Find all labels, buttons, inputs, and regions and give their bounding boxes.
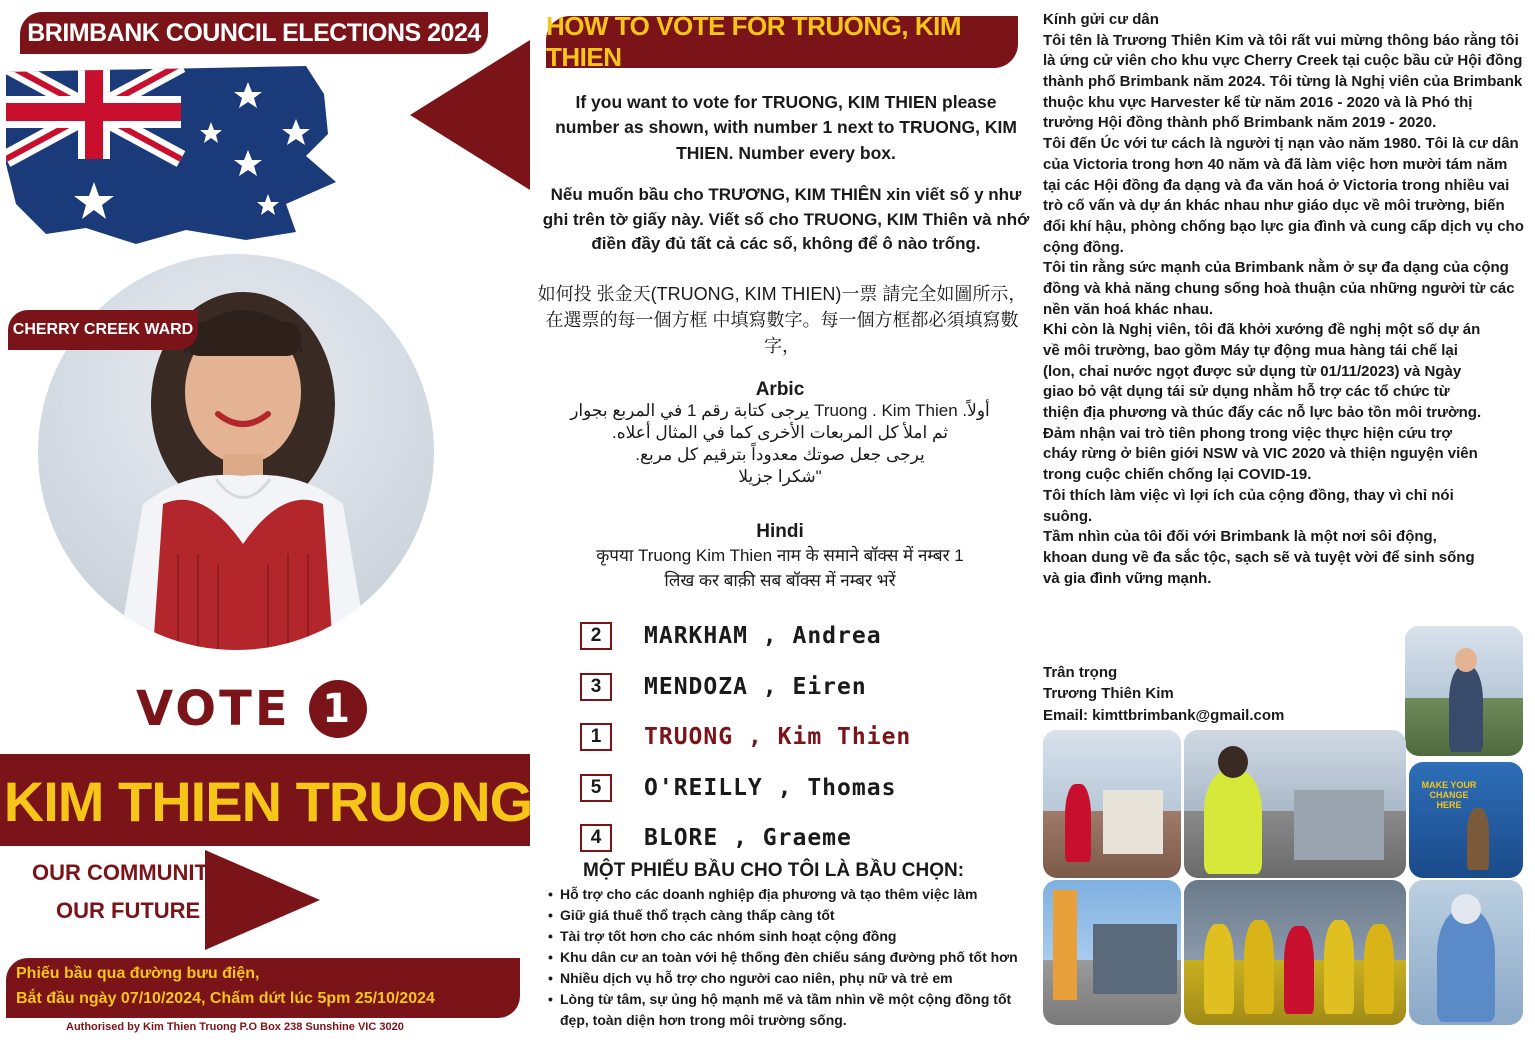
photo-memorial (1043, 730, 1181, 878)
ballot-surname: O'REILLY (644, 775, 763, 801)
policy-item: • Tài trợ tốt hơn cho các nhóm sinh hoạt cộng đồng (548, 926, 1038, 947)
ballot-box: 4 (580, 824, 612, 852)
chinese-instructions: 如何投 张金天(TRUONG, KIM THIEN)一票 請完全如圖所示，在選票的每一個方框 中填寫數字。每一個方框都必須填寫數字， (537, 284, 1027, 357)
ballot-row (580, 622, 1020, 650)
ballot-given-name: Andrea (792, 623, 882, 649)
photo-community-building (1043, 880, 1181, 1025)
ballot-candidate: MARKHAM , Andrea (644, 623, 882, 649)
ballot-box: 5 (580, 774, 612, 802)
letter-paragraph: Khi còn là Nghị viên, tôi đã khởi xướng đề nghị một số dự án về môi trường, bao gồm Máy tự động mua hàng tái chế lại (lon, chai nước ngọt được sử dụng từ 01/11/2023) và Ngày giao bỏ vật dụng tái sử dụng nhằm hỗ trợ các tổ chức từ thiện địa phương và thúc đẩy các nỗ lực bảo tồn môi trường. (1043, 321, 1482, 422)
arabic-line-3: يرجى جعل صوتك معدوداً بترقيم كل مربع. (635, 445, 925, 465)
hindi-line-2: लिख कर बाक़ी सब बॉक्स में नम्बर भरें (664, 570, 896, 590)
ballot-candidate: O'REILLY , Thomas (644, 775, 897, 801)
letter-signature: Trương Thiên Kim (1043, 685, 1174, 703)
ballot-candidate: TRUONG , Kim Thien (644, 724, 912, 750)
arabic-line-2: ثم املأ كل المربعات الأخرى كما في المثال أعلاه. (611, 423, 949, 443)
letter-paragraph: Tôi tin rằng sức mạnh của Brimbank nằm ở sự đa dạng của cộng đồng và khả năng chung sống hoà thuận của những người từ các nền văn hoá khác nhau. (1043, 259, 1515, 318)
hindi-instructions (530, 544, 1030, 593)
policy-item: • Giữ giá thuế thổ trạch càng thấp càng tốt (548, 905, 1038, 926)
ballot-given-name: Kim Thien (777, 724, 912, 750)
policy-item: • Nhiều dịch vụ hỗ trợ cho người cao niên, phụ nữ và trẻ em (548, 968, 1038, 989)
hindi-line-1: कृपया Truong Kim Thien नाम के समाने बॉक्स में नम्बर 1 (596, 546, 964, 565)
photo-fire-brigade-group (1184, 880, 1406, 1025)
ballot-row (580, 673, 1020, 701)
vote-for-me-heading: MỘT PHIẾU BẦU CHO TÔI LÀ BẦU CHỌN: (583, 860, 965, 881)
vote-one-label (136, 680, 367, 738)
letter-closing: Trân trọng (1043, 664, 1118, 681)
policy-item: • Hỗ trợ cho các doanh nghiệp địa phương và tạo thêm việc làm (548, 884, 1038, 905)
arabic-line-1: أولاً. Truong . Kim Thien يرجى كتابة رقم 1 في المربع بجوار (570, 401, 990, 420)
election-banner: BRIMBANK COUNCIL ELECTIONS 2024 (20, 12, 488, 54)
photo-sign-text: MAKE YOUR CHANGE HERE (1421, 780, 1477, 810)
photo-covid-volunteer (1409, 880, 1523, 1025)
vietnamese-instructions: Nếu muốn bầu cho TRƯƠNG, KIM THIÊN xin viết số y như ghi trên tờ giấy này. Viết số cho TRUONG, KIM Thiên và nhớ điền đầy đủ tất cả các số, không để ô nào trống. (542, 185, 1030, 254)
vote-text: VOTE (136, 681, 291, 737)
ballot-row-highlighted (580, 723, 1020, 751)
candidate-name: KIM THIEN TRUONG (3, 769, 533, 833)
photo-recycling (1184, 730, 1406, 878)
letter-signature-block (1043, 662, 1284, 726)
australian-flag (6, 64, 336, 244)
policy-list (548, 884, 1038, 1031)
postal-vote-info (6, 958, 520, 1018)
ballot-candidate: BLORE , Graeme (644, 825, 852, 851)
slogan-line-1: OUR COMMUNITY (32, 860, 223, 885)
ballot-surname: MARKHAM (644, 623, 748, 649)
slogan-line-2: OUR FUTURE (56, 898, 201, 923)
ballot-candidate: MENDOZA , Eiren (644, 674, 867, 700)
english-instructions: If you want to vote for TRUONG, KIM THIEN please number as shown, with number 1 next to TRUONG, KIM THIEN. Number every box. (555, 92, 1017, 163)
vote-number-circle: 1 (309, 680, 367, 738)
candidate-letter (1043, 10, 1525, 589)
ballot-surname: TRUONG (644, 724, 734, 750)
ballot-given-name: Eiren (792, 674, 867, 700)
ballot-surname: MENDOZA (644, 674, 748, 700)
photo-scout-uniform (1405, 626, 1523, 756)
ballot-row (580, 774, 1020, 802)
letter-paragraph: Đảm nhận vai trò tiên phong trong việc thực hiện cứu trợ cháy rừng ở biên giới NSW và VIC 2020 và thiện nguyện viên trong cuộc chiến chống lại COVID-19. (1043, 424, 1478, 484)
ballot-surname: BLORE (644, 825, 719, 851)
letter-paragraph: Tôi đến Úc với tư cách là người tị nạn vào năm 1980. Tôi là cư dân của Victoria trong hơn 40 năm và đã làm việc hơn mười tám năm tại các Hội đồng đa dạng và đa văn hoá ở Victoria trong nhiều vai trò cố vấn và dự án khác nhau như giáo dục về môi trường, biến đổi khí hậu, phòng chống bạo lực gia đình và cung cấp dịch vụ cho cộng đồng. (1043, 135, 1524, 256)
letter-paragraph: Tầm nhìn của tôi đối với Brimbank là một nơi sôi động, khoan dung về đa sắc tộc, sạch sẽ và tuyệt vời để sinh sống và gia đình vững mạnh. (1043, 528, 1475, 587)
ward-badge: CHERRY CREEK WARD (8, 310, 198, 350)
policy-item: • Lòng từ tâm, sự ủng hộ mạnh mẽ và tầm nhìn về một cộng đồng tốt đẹp, toàn diện hơn trong môi trường sống. (548, 989, 1038, 1031)
policy-item: • Khu dân cư an toàn với hệ thống đèn chiếu sáng đường phố tốt hơn (548, 947, 1038, 968)
contact-email: Email: kimttbrimbank@gmail.com (1043, 706, 1285, 724)
arabic-instructions (520, 400, 1040, 488)
postal-line-2: Bắt đầu ngày 07/10/2024, Chấm dứt lúc 5pm 25/10/2024 (16, 989, 435, 1007)
arabic-line-4: "شكرا جزيلا (738, 467, 822, 487)
authorisation-statement: Authorised by Kim Thien Truong P.O Box 238 Sunshine VIC 3020 (66, 1021, 404, 1033)
hindi-heading: Hindi (756, 521, 804, 542)
photo-reverse-vending (1409, 762, 1523, 878)
ballot-box: 2 (580, 622, 612, 650)
ballot-given-name: Graeme (762, 825, 852, 851)
postal-line-1: Phiếu bầu qua đường bưu điện, (16, 965, 260, 982)
ballot-box: 3 (580, 673, 612, 701)
ballot-box: 1 (580, 723, 612, 751)
letter-paragraph: Tôi tên là Trương Thiên Kim và tôi rất vui mừng thông báo rằng tôi là ứng cử viên cho khu vực Cherry Creek tại cuộc bầu cử Hội đồng thành phố Brimbank năm 2024. Tôi từng là Nghị viên của Brimbank thuộc khu vực Harvester kể từ năm 2016 - 2020 và là Phó thị trưởng Hội đồng thành phố Brimbank năm 2019 - 2020. (1043, 31, 1523, 132)
how-to-vote-banner: HOW TO VOTE FOR TRUONG, KIM THIEN (546, 16, 1018, 68)
ballot-given-name: Thomas (807, 775, 897, 801)
decorative-triangle (410, 40, 530, 190)
arabic-heading: Arbic (755, 379, 805, 400)
letter-paragraph: Tôi thích làm việc vì lợi ích của cộng đồng, thay vì chỉ nói suông. (1043, 486, 1454, 525)
letter-greeting: Kính gửi cư dân (1043, 11, 1159, 28)
ballot-row (580, 824, 1020, 852)
